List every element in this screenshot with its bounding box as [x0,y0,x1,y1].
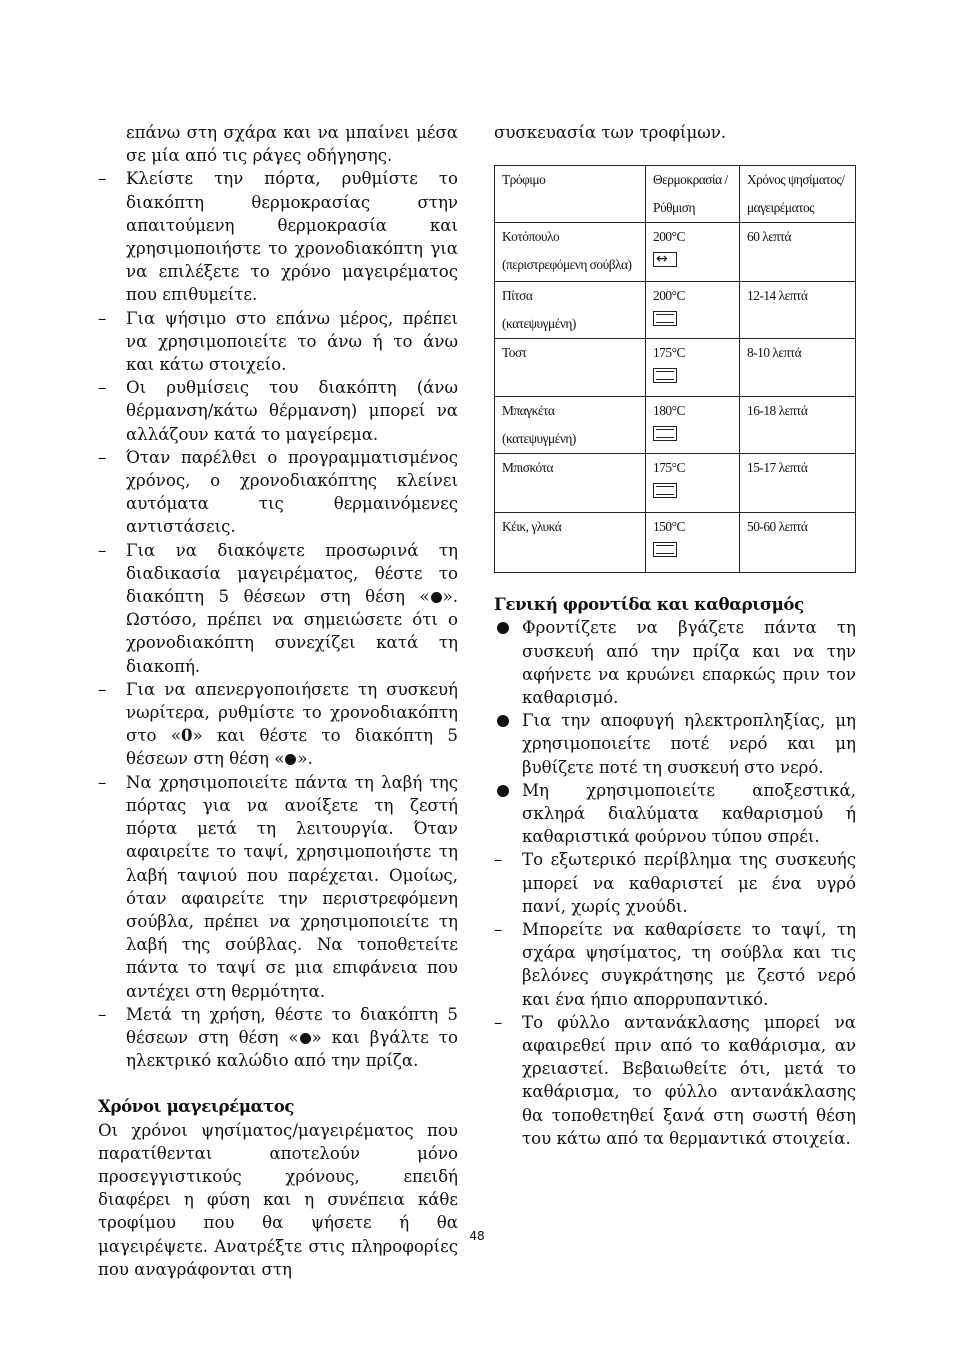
dash-marker [98,307,126,330]
list-item-text: Το εξωτερικό περίβλημα της συσκευής μπορεί να καθαριστεί με ένα υγρό πανί, χωρίς χνούδι. [522,850,856,916]
table-cell-time: 60 λεπτά [740,223,856,282]
table-row [495,339,856,397]
dash-marker [98,1003,126,1026]
dash-marker [494,918,522,941]
dash-marker [98,446,126,469]
list-item [98,167,458,306]
table-header-cell: Χρόνος ψησίματος/ μαγειρέματος [740,166,856,223]
table-row [495,223,856,282]
list-item-text: Κλείστε την πόρτα, ρυθμίστε το διακόπτη θερμοκρασίας στην απαιτούμενη θερμοκρασία και χρησιμοποιήστε το χρονοδιακόπτη για να επιλέξετε το χρόνο μαγειρέματος που επιθυμείτε. [126,169,458,305]
dash-marker [98,539,126,562]
top-bottom-heat-icon [653,311,677,326]
zero-position: 0 [181,725,193,746]
table-header-row [495,166,856,223]
table-header-cell: Θερμοκρασία / Ρύθμιση [646,166,740,223]
table-cell-food: Πίτσα (κατεψυγμένη) [495,282,646,339]
spacer [98,1072,458,1095]
table-cell-food: Κοτόπουλο (περιστρεφόμενη σούβλα) [495,223,646,282]
bullet-text: Μη χρησιμοποιείτε αποξεστικά, σκληρά διαλύματα καθαρισμού ή καθαριστικά φούρνου τύπου σπρέι. [522,780,856,847]
table-row [495,282,856,339]
table-cell-food: Τοστ [495,339,646,397]
dash-marker [98,678,126,701]
rotisserie-icon [653,252,677,267]
table-header-cell: Τρόφιμο [495,166,646,223]
dash-marker [494,1011,522,1034]
right-column [494,121,856,1150]
section-text-cooking-times: Οι χρόνοι ψησίματος/μαγειρέματος που παρατίθενται αποτελούν μόνο προσεγγιστικούς χρόνους, επειδή διαφέρει η φύση και η συνέπεια κάθε τροφίμου που θα ψήσετε ή θα μαγειρέψετε. Ανατρέξτε στις πληροφορίες που αναγράφονται στη [98,1120,458,1279]
list-item [98,771,458,1003]
table-cell-time: 12-14 λεπτά [740,282,856,339]
intro-text: επάνω στη σχάρα και να μπαίνει μέσα σε μία από τις ράγες οδήγησης. [126,123,458,166]
bullet-item [494,709,856,779]
table-cell-temp: 200°C [646,282,740,339]
list-item-text: Οι ρυθμίσεις του διακόπτη (άνω θέρμανση/κάτω θέρμανση) μπορεί να αλλάζουν κατά το μαγείρεμα. [126,378,458,444]
bullet-text: Για την αποφυγή ηλεκτροπληξίας, μη χρησιμοποιείτε ποτέ νερό και μη βυθίζετε ποτέ τη συσκευή στο νερό. [522,711,856,777]
list-item-text: » και βγάλτε το ηλεκτρικό καλώδιο από την πρίζα. [126,1027,458,1071]
list-item-text: ». Ωστόσο, πρέπει να σημειώσετε ότι ο χρονοδιακόπτη συνεχίζει κατά τη διακοπή. [126,587,458,676]
table-cell-time: 15-17 λεπτά [740,454,856,513]
table-cell-food: Μπισκότα [495,454,646,513]
dot-position-icon [285,754,296,765]
list-item-text: Όταν παρέλθει ο προγραμματισμένος χρόνος, ο χρονοδιακόπτης κλείνει αυτόματα τις θερμαινόμενες αντιστάσεις. [126,447,458,537]
top-bottom-heat-icon [653,426,677,441]
section-title-cooking-times: Χρόνοι μαγειρέματος [98,1096,295,1117]
list-item-off [98,678,458,771]
table-cell-temp: 180°C [646,397,740,454]
table-row [495,454,856,513]
left-column [98,121,458,1281]
top-bottom-heat-icon [653,542,677,557]
bullet-item [494,779,856,849]
list-item-text: Για να διακόψετε προσωρινά τη διαδικασία μαγειρέματος, θέστε το διακόπτη 5 θέσεων στη θέση « [126,540,458,607]
table-cell-temp: 200°C ↔ [646,223,740,282]
dash-marker [98,771,126,794]
table-row [495,397,856,454]
dot-position-icon [431,592,442,603]
continuation-text: συσκευασία των τροφίμων. [494,123,727,142]
cooking-times-table [494,165,856,573]
list-item-after-use [98,1003,458,1073]
list-item [494,1011,856,1150]
list-item-text: Για ψήσιμο στο επάνω μέρος, πρέπει να χρησιμοποιείτε το άνω ή το άνω και κάτω στοιχείο. [126,308,458,375]
section-title-care-cleaning: Γενική φροντίδα και καθαρισμός [494,594,804,615]
list-item [98,376,458,446]
dash-marker [98,167,126,190]
list-item-pause [98,539,458,678]
list-item [494,918,856,1011]
dash-marker [494,848,522,871]
table-cell-temp: 175°C [646,339,740,397]
table-cell-time: 8-10 λεπτά [740,339,856,397]
table-cell-temp: 175°C [646,454,740,513]
list-item-text: ». [297,749,313,769]
table-row [495,513,856,573]
top-bottom-heat-icon [653,368,677,383]
list-item [98,307,458,377]
table-cell-time: 16-18 λεπτά [740,397,856,454]
intro-continuation [98,121,458,167]
table-cell-time: 50-60 λεπτά [740,513,856,573]
spacer [494,573,856,593]
list-item [98,446,458,539]
list-item-text: » και θέστε το διακόπτη 5 θέσεων στη θέση « [126,726,458,769]
list-item [494,848,856,918]
bullet-item [494,616,856,709]
list-item-text: Μπορείτε να καθαρίσετε το ταψί, τη σχάρα ψησίματος, τη σούβλα και τις βελόνες συγκράτησης με ζεστό νερό και ένα ήπιο απορρυπαντικό. [522,920,856,1009]
table-cell-temp: 150°C [646,513,740,573]
dot-position-icon [300,1033,311,1044]
dash-marker [98,376,126,399]
list-item-text: Να χρησιμοποιείτε πάντα τη λαβή της πόρτας για να ανοίξετε τη ζεστή πόρτα μετά τη λειτουργία. Όταν αφαιρείτε το ταψί, χρησιμοποιήστε τη λαβή ταψιού που παρέχεται. Ομοίως, όταν αφαιρείτε την περιστρεφόμενη σούβλα, πρέπει να χρησιμοποιείτε τη λαβή της σούβλας. Να τοποθετείτε πάντα το ταψί σε μια επιφάνεια που αντέχει στη θερμότητα. [126,772,458,1001]
list-item-text: Για να απενεργοποιήσετε τη συσκευή νωρίτερα, ρυθμίστε το χρονοδιακόπτη στο « [126,679,458,746]
list-item-text: Το φύλλο αντανάκλασης μπορεί να αφαιρεθεί πριν από το καθάρισμα, αν χρειαστεί. Βεβαιωθείτε ότι, μετά το καθάρισμα, το φύλλο αντανάκλασης θα τοποθετηθεί ξανά στη σωστή θέση του κάτω από τα θερμαντικά στοιχεία. [522,1012,856,1148]
table-cell-food: Κέικ, γλυκά [495,513,646,573]
page-number: 48 [469,1229,485,1243]
top-bottom-heat-icon [653,483,677,498]
bullet-text: Φροντίζετε να βγάζετε πάντα τη συσκευή από την πρίζα και να την αφήνετε να κρυώνει επαρκώς πριν τον καθαρισμό. [522,618,856,708]
table-cell-food: Μπαγκέτα (κατεψυγμένη) [495,397,646,454]
list-item-text: Μετά τη χρήση, θέστε το διακόπτη 5 θέσεων στη θέση « [126,1004,458,1047]
